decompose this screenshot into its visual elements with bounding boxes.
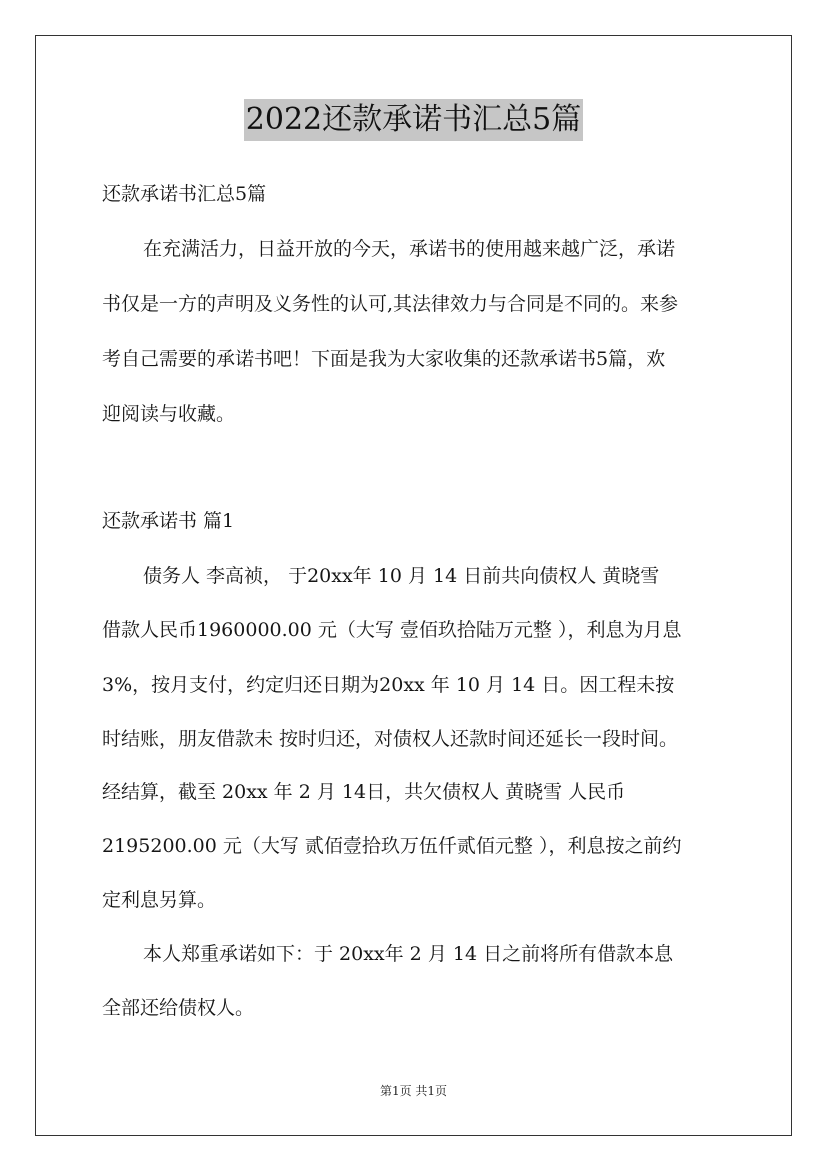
page-footer: 第1页 共1页 xyxy=(379,1084,448,1098)
section-1-heading: 还款承诺书 篇1 xyxy=(102,510,235,532)
section-1-para-1-line-7: 定利息另算。 xyxy=(102,889,217,911)
section-1-para-1-line-1: 债务人 李高祯， 于20xx年 10 月 14 日前共向债权人 黄晓雪 xyxy=(143,565,660,587)
section-1-para-1-line-6: 2195200.00 元（大写 贰佰壹拾玖万伍仟贰佰元整 ），利息按之前约 xyxy=(102,835,682,857)
section-1-para-1-line-4: 时结账，朋友借款未 按时归还，对债权人还款时间还延长一段时间。 xyxy=(102,728,679,750)
intro-line-1: 在充满活力，日益开放的今天，承诺书的使用越来越广泛，承诺 xyxy=(143,238,676,260)
document-title-text: 2022还款承诺书汇总5篇 xyxy=(244,99,583,141)
intro-line-4: 迎阅读与收藏。 xyxy=(102,403,236,425)
section-1-para-2-line-1: 本人郑重承诺如下：于 20xx年 2 月 14 日之前将所有借款本息 xyxy=(143,943,674,965)
section-1-para-2-line-2: 全部还给债权人。 xyxy=(102,997,255,1019)
section-1-para-1-line-3: 3%，按月支付，约定归还日期为20xx 年 10 月 14 日。因工程未按 xyxy=(102,674,675,696)
section-1-para-1-line-2: 借款人民币1960000.00 元（大写 壹佰玖拾陆万元整 ），利息为月息 xyxy=(102,619,682,641)
document-subtitle: 还款承诺书汇总5篇 xyxy=(102,183,267,205)
document-title xyxy=(0,99,827,141)
intro-line-3: 考自己需要的承诺书吧！下面是我为大家收集的还款承诺书5篇，欢 xyxy=(102,348,666,370)
intro-line-2: 书仅是一方的声明及义务性的认可,其法律效力与合同是不同的。来参 xyxy=(102,293,679,315)
section-1-para-1-line-5: 经结算，截至 20xx 年 2 月 14日，共欠债权人 黄晓雪 人民币 xyxy=(102,781,626,803)
